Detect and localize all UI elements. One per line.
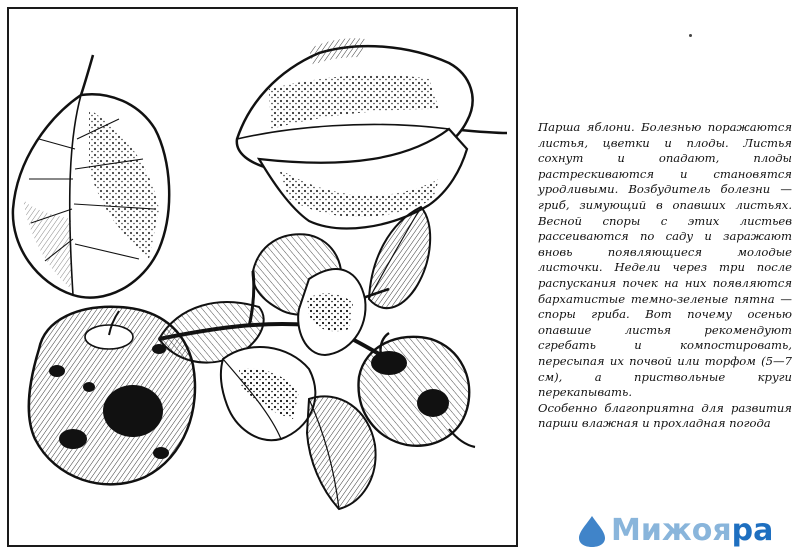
drop-logo-icon [575,514,609,548]
speck [689,34,692,37]
apple-scab-illustration [9,9,520,549]
caption-text [538,120,792,432]
withered-leaf-right [237,38,507,228]
large-scabbed-apple [29,307,195,485]
watermark-text [611,512,773,550]
caption-paragraph-1: Парша яблони. Болезнью поражаются листья, цветки и плоды. Листья сохнут и опадают, плоды растрескиваются и становятся уродливыми. Возбудитель болезни — гриб, зимующий в опавших листьях. Весной споры с этих листьев рассеиваются по саду и заражают вновь появляющиеся молодые листочки. Недели через три после распускания почек на них появляются бархатистые темно-зеленые пятна — споры гриба. Вот почему осенью опавшие листья рекомендуют сгребать и компостировать, пересыпая их почвой или торфом (5—7 см), а приствольные круги перекапывать. [538,120,792,400]
site-watermark [575,512,797,550]
watermark-text-accent: ра [731,513,774,548]
caption-paragraph-2: Особенно благоприятна для развития парши влажная и прохладная погода [538,400,792,431]
withered-leaf-left [13,55,169,298]
watermark-text-main: Мижоя [611,513,732,548]
small-scabbed-apple [359,333,475,447]
illustration-frame [7,7,518,547]
